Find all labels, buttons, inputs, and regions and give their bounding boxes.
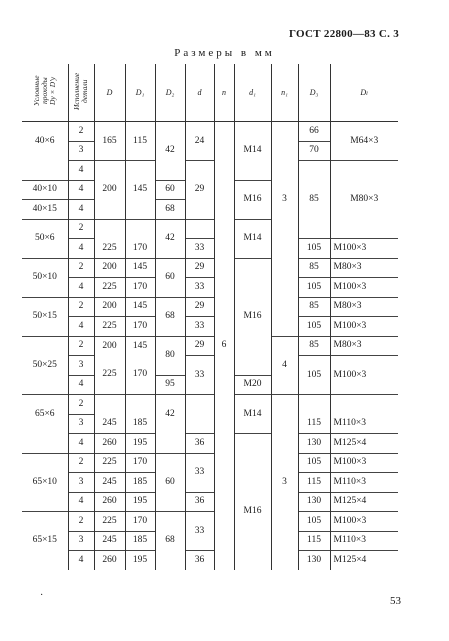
cell-D: 225: [94, 356, 125, 395]
cell-D2: 80: [155, 336, 185, 375]
table-row: [22, 297, 398, 317]
cell-d1: M16: [234, 180, 271, 219]
cell-D: 200: [94, 161, 125, 220]
cell-version: 4: [68, 180, 94, 200]
cell-D1: 170: [125, 278, 155, 298]
cell-nominal-bore: 65×15: [22, 512, 68, 570]
cell-nominal-bore: 50×15: [22, 297, 68, 336]
cell-D: [94, 219, 125, 239]
cell-D: 245: [94, 414, 125, 434]
cell-d: 33: [185, 356, 214, 395]
cell-d: 33: [185, 453, 214, 492]
cell-version: 2: [68, 453, 94, 473]
cell-Dl: M100×3: [330, 512, 398, 532]
cell-D1: 195: [125, 434, 155, 454]
dimensions-table: [22, 64, 398, 570]
cell-version: 2: [68, 395, 94, 415]
cell-d: 36: [185, 492, 214, 512]
cell-D2: 68: [155, 512, 185, 570]
cell-D1: 195: [125, 492, 155, 512]
cell-D1: [125, 395, 155, 415]
cell-n1: [271, 297, 298, 317]
table-row: [22, 336, 398, 356]
cell-d: 29: [185, 336, 214, 356]
cell-D3: 130: [298, 492, 330, 512]
cell-version: 4: [68, 551, 94, 570]
cell-D2: 60: [155, 180, 185, 200]
cell-d1: [234, 434, 271, 454]
cell-nominal-bore: 50×10: [22, 258, 68, 297]
cell-D3: 105: [298, 453, 330, 473]
table-row: [22, 239, 398, 259]
cell-d: 29: [185, 161, 214, 220]
table-row: [22, 453, 398, 473]
cell-nominal-bore: [22, 161, 68, 181]
cell-D: 245: [94, 531, 125, 551]
cell-D3: 105: [298, 278, 330, 298]
cell-version: 3: [68, 473, 94, 493]
table-row: [22, 278, 398, 298]
table-row: [22, 317, 398, 337]
header-D1: D₁: [125, 64, 155, 122]
header-row: [22, 64, 398, 122]
cell-D: 165: [94, 122, 125, 161]
cell-D: 260: [94, 492, 125, 512]
header-D: D: [94, 64, 125, 122]
cell-D1: 145: [125, 161, 155, 220]
cell-D3: 105: [298, 356, 330, 395]
cell-d1: M16: [234, 453, 271, 570]
header-version: Исполнение детали: [68, 64, 94, 122]
cell-D3: 66: [298, 122, 330, 142]
cell-Dl: M100×3: [330, 239, 398, 259]
cell-Dl: M110×3: [330, 531, 398, 551]
cell-D3: 105: [298, 317, 330, 337]
cell-nominal-bore: 40×10: [22, 180, 68, 200]
cell-d: [185, 395, 214, 434]
cell-Dl: M80×3: [330, 336, 398, 356]
cell-version: 4: [68, 317, 94, 337]
cell-D: 225: [94, 453, 125, 473]
cell-d: 29: [185, 297, 214, 317]
cell-D1: 115: [125, 122, 155, 161]
cell-n: 6: [214, 122, 234, 570]
cell-D: 225: [94, 278, 125, 298]
table-caption: Размеры в мм: [174, 47, 275, 59]
cell-version: 3: [68, 531, 94, 551]
cell-d1: M20: [234, 375, 271, 395]
cell-D1: 145: [125, 258, 155, 278]
cell-nominal-bore: 40×6: [34, 135, 55, 146]
cell-D: [94, 395, 125, 415]
cell-Dl: M110×3: [330, 473, 398, 493]
cell-Dl: M125×4: [330, 492, 398, 512]
cell-version: 4: [68, 161, 94, 181]
footer-mark: ·: [40, 590, 44, 601]
cell-D1: 170: [125, 453, 155, 473]
cell-d: 29: [185, 258, 214, 278]
cell-d1: M14: [234, 122, 271, 181]
cell-D2: 60: [155, 453, 185, 512]
cell-version: 3: [68, 414, 94, 434]
cell-d1: M16: [234, 258, 271, 375]
cell-D1: [125, 219, 155, 239]
cell-version: 2: [68, 122, 94, 142]
cell-D3: 130: [298, 551, 330, 570]
cell-version: 4: [68, 278, 94, 298]
cell-D3: 115: [298, 531, 330, 551]
cell-D1: 185: [125, 531, 155, 551]
table-row: [22, 434, 398, 454]
cell-d: 33: [185, 239, 214, 259]
cell-version: 4: [68, 434, 94, 454]
header-nominal-bore: Условные проходы Dy×D'y: [22, 64, 68, 122]
cell-d: 33: [185, 278, 214, 298]
cell-Dl: M100×3: [330, 317, 398, 337]
cell-D1: 185: [125, 414, 155, 434]
header-D3: D₃: [298, 64, 330, 122]
cell-Dl: M80×3: [330, 161, 398, 239]
cell-D3: [298, 395, 330, 415]
cell-version: 4: [68, 375, 94, 395]
cell-D1: 170: [125, 317, 155, 337]
header-d: d: [185, 64, 214, 122]
cell-Dl: [330, 395, 398, 415]
table-row: [22, 395, 398, 415]
cell-D: 225: [94, 317, 125, 337]
cell-version: 4: [68, 239, 94, 259]
cell-d: 36: [185, 434, 214, 454]
cell-n1: 3: [271, 122, 298, 278]
cell-D3: 130: [298, 434, 330, 454]
cell-Dl: M110×3: [330, 414, 398, 434]
cell-nominal-bore: 50×25: [22, 336, 68, 395]
table-row: [22, 258, 398, 278]
cell-D1: 145: [125, 297, 155, 317]
cell-Dl: M100×3: [330, 278, 398, 298]
cell-version: 4: [68, 492, 94, 512]
cell-d: 36: [185, 551, 214, 570]
cell-d1: M14: [234, 219, 271, 258]
cell-d: 24: [185, 122, 214, 161]
cell-D2: 60: [155, 258, 185, 297]
cell-n1: 4: [271, 336, 298, 395]
table-row: [22, 551, 398, 570]
cell-nominal-bore: 65×6: [22, 395, 68, 434]
cell-D3: 105: [298, 239, 330, 259]
cell-D3: 85: [298, 161, 330, 239]
cell-D1: 170: [125, 239, 155, 259]
header-d1: d₁: [234, 64, 271, 122]
cell-D1: 145: [125, 336, 155, 356]
cell-nominal-bore: [22, 434, 68, 454]
cell-version: 2: [68, 219, 94, 239]
cell-D1: 170: [125, 356, 155, 395]
header-n: n: [214, 64, 234, 122]
table-row: [22, 161, 398, 181]
cell-D2: 42: [155, 395, 185, 434]
cell-Dl: M80×3: [330, 297, 398, 317]
cell-D: 200: [94, 258, 125, 278]
cell-D3: 115: [298, 473, 330, 493]
cell-d: [185, 219, 214, 239]
cell-D: 245: [94, 473, 125, 493]
cell-Dl: M100×3: [330, 453, 398, 473]
cell-D1: 170: [125, 512, 155, 532]
table-row: [22, 492, 398, 512]
header-n1: n₁: [271, 64, 298, 122]
cell-D2: 68: [155, 297, 185, 336]
cell-D3: 85: [298, 258, 330, 278]
cell-version: 2: [68, 297, 94, 317]
cell-D2: [155, 434, 185, 454]
cell-Dl: M100×3: [330, 356, 398, 395]
cell-d1: M14: [234, 395, 271, 434]
cell-D3: 115: [298, 414, 330, 434]
header-D2: D₂: [155, 64, 185, 122]
cell-version: 3: [68, 356, 94, 376]
cell-Dl: M80×3: [330, 258, 398, 278]
page-number: 53: [390, 595, 401, 607]
cell-n1: 3: [271, 395, 298, 570]
cell-n1: [271, 317, 298, 337]
table-row: [22, 356, 398, 376]
cell-version: 2: [68, 512, 94, 532]
cell-D2: 95: [155, 375, 185, 395]
cell-D: 260: [94, 551, 125, 570]
cell-Dl: M125×4: [330, 434, 398, 454]
cell-D3: 85: [298, 336, 330, 356]
cell-d: 33: [185, 317, 214, 337]
cell-D1: 195: [125, 551, 155, 570]
cell-D2: 42: [155, 122, 185, 181]
cell-D: 225: [94, 512, 125, 532]
cell-D3: 105: [298, 512, 330, 532]
cell-nominal-bore: 40×15: [22, 200, 68, 220]
cell-D1: 185: [125, 473, 155, 493]
cell-D: 260: [94, 434, 125, 454]
cell-Dl: M64×3: [330, 122, 398, 161]
header-Dl: Dₗ: [330, 64, 398, 122]
cell-D3: 85: [298, 297, 330, 317]
cell-n1: [271, 278, 298, 298]
cell-D2: 42: [155, 219, 185, 258]
cell-D: 225: [94, 239, 125, 259]
cell-d: 33: [185, 512, 214, 551]
cell-D: 200: [94, 336, 125, 356]
cell-D2: 68: [155, 200, 185, 220]
standard-header: ГОСТ 22800—83 С. 3: [288, 28, 399, 40]
cell-version: 2: [68, 258, 94, 278]
cell-D: 200: [94, 297, 125, 317]
cell-Dl: M125×4: [330, 551, 398, 570]
cell-nominal-bore: 65×10: [22, 453, 68, 512]
cell-D3: 70: [298, 141, 330, 161]
cell-nominal-bore: 50×6: [22, 219, 68, 258]
table-row: [22, 512, 398, 532]
cell-version: 2: [68, 336, 94, 356]
table-row: [22, 122, 398, 142]
cell-version: 3: [68, 141, 94, 161]
cell-version: 4: [68, 200, 94, 220]
